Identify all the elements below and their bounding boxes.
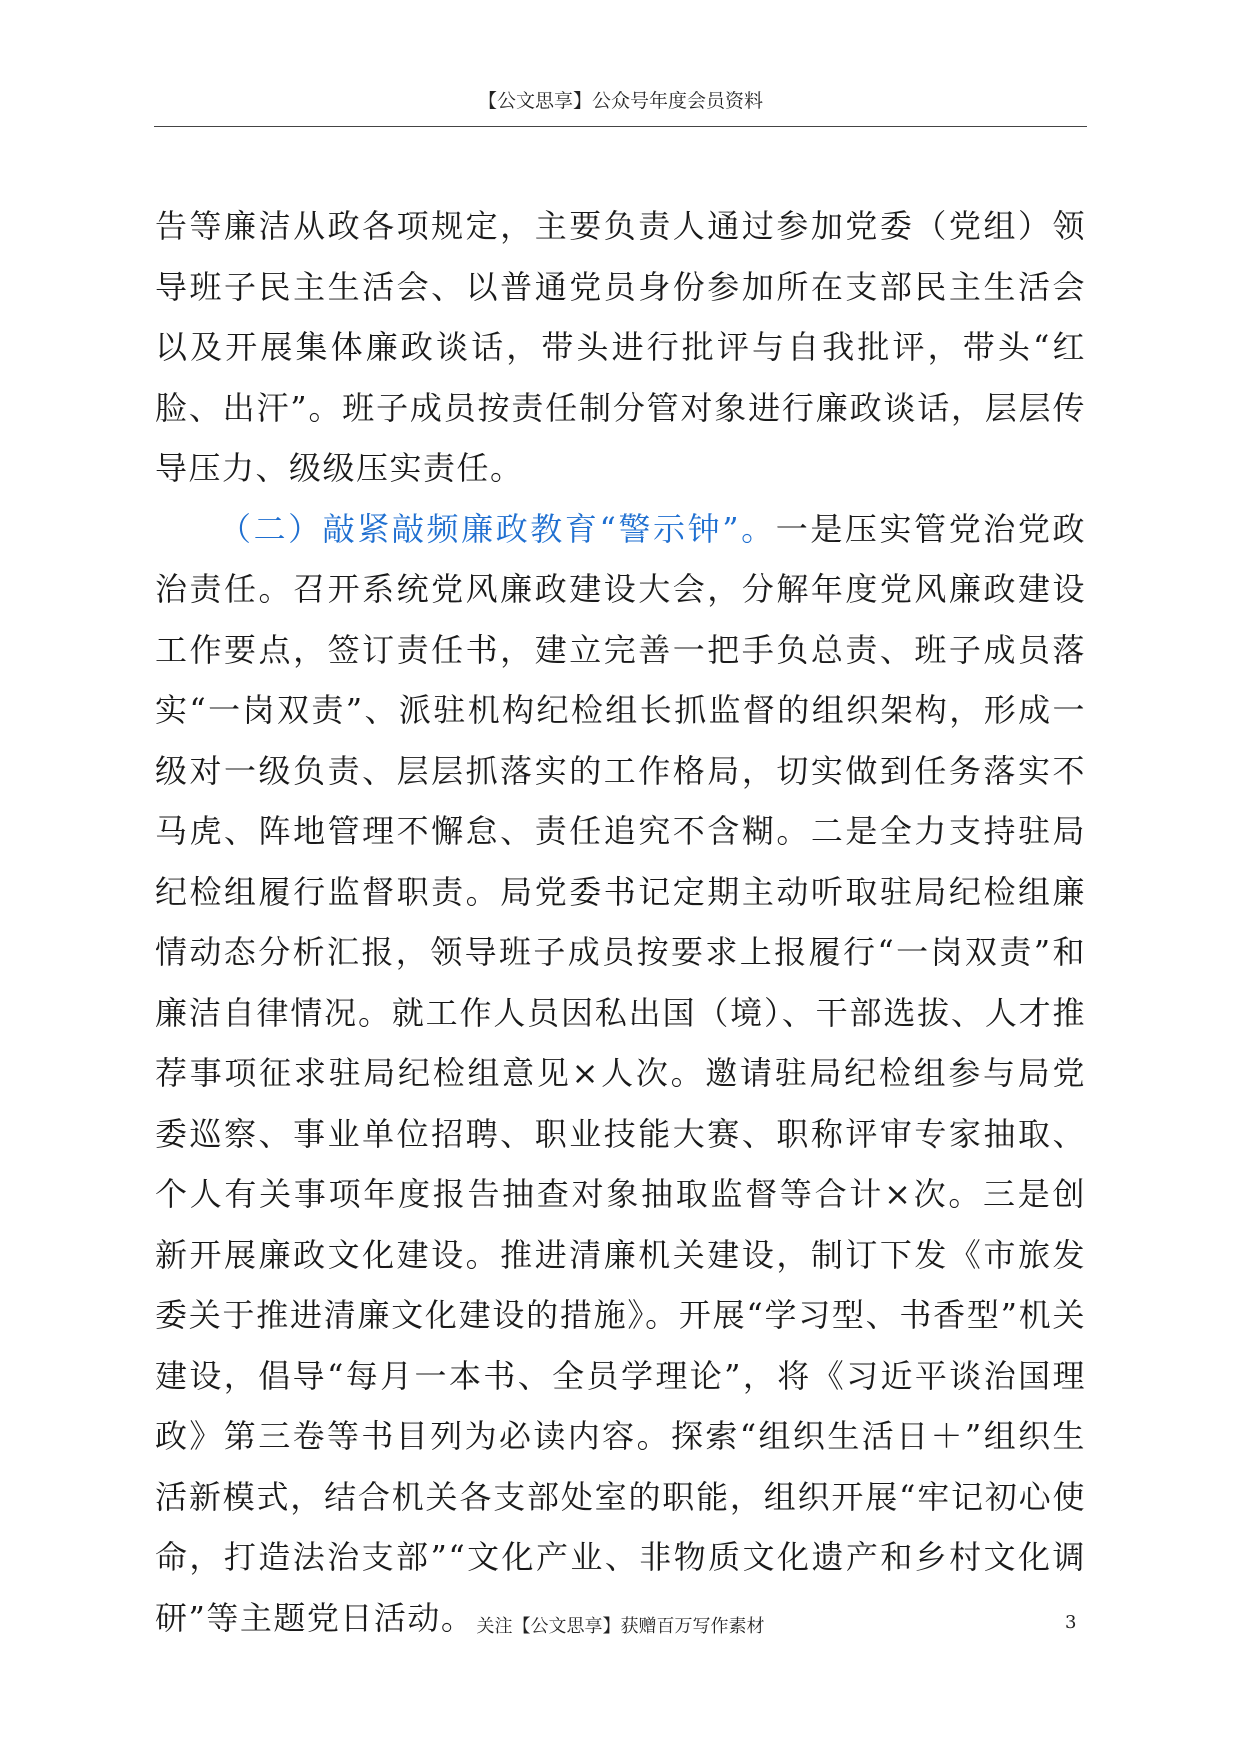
section-heading: （二）敲紧敲频廉政教育“警示钟”。	[219, 509, 776, 548]
page-footer: 关注【公文思享】获赠百万写作素材	[476, 1616, 765, 1637]
section-body: 一是压实管党治党政治责任。召开系统党风廉政建设大会，分解年度党风廉政建设工作要点，签订责任书，建立完善一把手负总责、班子成员落实“一岗双责”、派驻机构纪检组长抓监督的组织架构，形成一级对一级负责、层层抓落实的工作格局，切实做到任务落实不马虎、阵地管理不懈怠、责任追究不含糊。二是全力支持驻局纪检组履行监督职责。局党委书记定期主动听取驻局纪检组廉情动态分析汇报，领导班子成员按要求上报履行“一岗双责”和廉洁自律情况。就工作人员因私出国（境）、干部选拔、人才推荐事项征求驻局纪检组意见×人次。邀请驻局纪检组参与局党委巡察、事业单位招聘、职业技能大赛、职称评审专家抽取、个人有关事项年度报告抽查对象抽取监督等合计×次。三是创新开展廉政文化建设。推进清廉机关建设，制订下发《市旅发委关于推进清廉文化建设的措施》。开展“学习型、书香型”机关建设，倡导“每月一本书、全员学理论”，将《习近平谈治国理政》第三卷等书目列为必读内容。探索“组织生活日＋”组织生活新模式，结合机关各支部处室的职能，组织开展“牢记初心使命，打造法治支部”“文化产业、非物质文化遗产和乡村文化调研”等主题党日活动。	[155, 509, 1086, 1637]
page-number: 3	[1065, 1612, 1077, 1633]
document-body	[155, 196, 1086, 1648]
paragraph-continuation: 告等廉洁从政各项规定，主要负责人通过参加党委（党组）领导班子民主生活会、以普通党员身份参加所在支部民主生活会以及开展集体廉政谈话，带头进行批评与自我批评，带头“红脸、出汗”。班子成员按责任制分管对象进行廉政谈话，层层传导压力、级级压实责任。	[155, 207, 1086, 487]
page-header: 【公文思享】公众号年度会员资料	[477, 90, 763, 112]
paragraph-section-two	[155, 499, 1086, 1649]
header-divider	[154, 126, 1087, 127]
